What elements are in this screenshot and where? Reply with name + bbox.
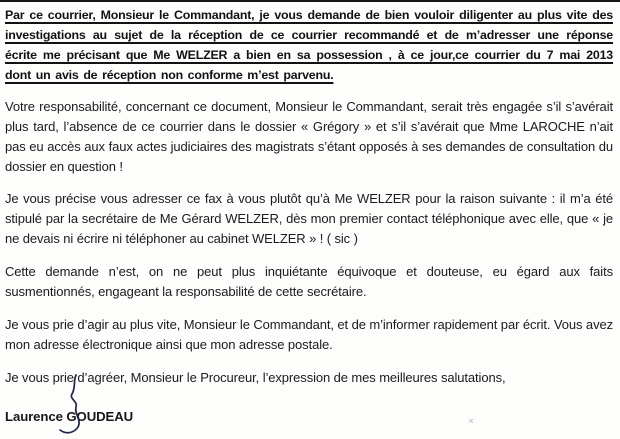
paragraph-secretary-demand: Cette demande n’est, on ne peut plus inquiétante équivoque et douteuse, eu égard aux faits susmentionnés, engageant la responsabilité de cette secrétaire.: [5, 264, 613, 299]
paragraph-opening-demand: Par ce courrier, Monsieur le Commandant, je vous demande de bien vouloir diligenter au plus vite des investigations au sujet de la réception de ce courrier recommandé et de m’adresser une réponse écrite me précisant que Me WELZER a bien en sa possession , à ce jour,ce courrier du 7 mai 2013 dont un avis de réception non conforme m’est parvenu.: [5, 8, 613, 82]
paragraph-closing-salutation: Je vous prie d’agréer, Monsieur le Procureur, l’expression de mes meilleures salutations,: [5, 370, 506, 385]
top-scan-rule-line: [0, 0, 620, 2]
paragraph-fax-reason: Je vous précise vous adresser ce fax à vous plutôt qu’à Me WELZER pour la raison suivante : il m’a été stipulé par la secrétaire de Me Gérard WELZER, dès mon premier contact téléphonique avec elle, que « je ne devais ni écrire ni téléphoner au cabinet WELZER » ! ( sic ): [5, 191, 613, 246]
scan-noise-mark: ×: [466, 415, 475, 428]
signature-typed-name: Laurence GOUDEAU: [5, 409, 134, 424]
paragraph-responsibility: Votre responsabilité, concernant ce document, Monsieur le Commandant, serait très engagée s’il s’avérait plus tard, l’absence de ce courrier dans le dossier « Grégory » et s’il s’avérait que Mme LAROCHE n’ait pas eu accès aux faux actes judiciaires des magistrats s’étant opposés à ses demandes de consultation du dossier en question !: [5, 99, 613, 174]
paragraph-act-quickly: Je vous prie d’agir au plus vite, Monsieur le Commandant, et de m’informer rapidement par écrit. Vous avez mon adresse électronique ainsi que mon adresse postale.: [5, 317, 613, 352]
